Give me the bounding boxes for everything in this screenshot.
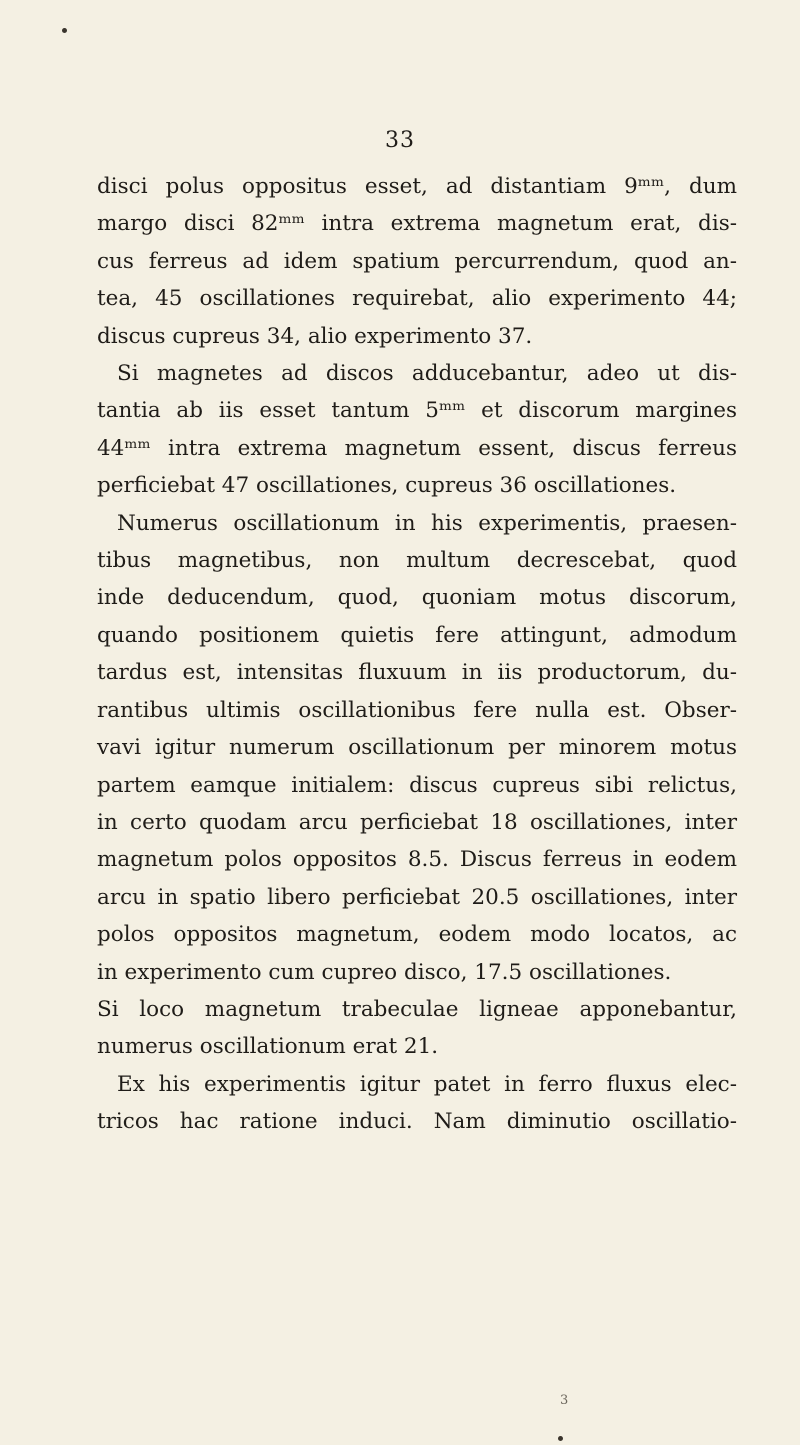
text-line: Si loco magnetum trabeculae ligneae apponebantur, [97, 996, 737, 1022]
text-line: numerus oscillationum erat 21. [97, 1034, 439, 1060]
text-line: 44ᵐᵐ intra extrema magnetum essent, discus ferreus [97, 435, 737, 461]
text-line: polos oppositos magnetum, eodem modo locatos, ac [97, 922, 737, 948]
signature-mark: 3 [560, 1393, 569, 1408]
text-line: tibus magnetibus, non multum decrescebat, quod [97, 548, 737, 574]
text-line: rantibus ultimis oscillationibus fere nulla est. Obser- [97, 697, 737, 723]
text-line: Si magnetes ad discos adducebantur, adeo ut dis- [117, 361, 737, 387]
text-line: inde deducendum, quod, quoniam motus discorum, [97, 585, 737, 611]
ink-spot [558, 1436, 563, 1441]
text-line: quando positionem quietis fere attingunt, admodum [97, 622, 737, 648]
text-line: Numerus oscillationum in his experimentis, praesen- [117, 510, 737, 536]
text-line: Ex his experimentis igitur patet in ferro fluxus elec- [117, 1071, 737, 1097]
text-line: tricos hac ratione induci. Nam diminutio oscillatio- [97, 1109, 737, 1135]
text-line: tardus est, intensitas fluxuum in iis productorum, du- [97, 660, 737, 686]
text-line: cus ferreus ad idem spatium percurrendum, quod an- [97, 248, 737, 274]
text-line: in experimento cum cupreo disco, 17.5 oscillationes. [97, 959, 672, 985]
text-line: tea, 45 oscillationes requirebat, alio experimento 44; [97, 286, 737, 312]
body-text [97, 168, 737, 1141]
page-number: 33 [385, 128, 415, 153]
text-line: disci polus oppositus esset, ad distantiam 9ᵐᵐ, dum [97, 174, 737, 199]
ink-spot [62, 28, 67, 33]
text-line: partem eamque initialem: discus cupreus sibi relictus, [97, 772, 737, 798]
text-line: discus cupreus 34, alio experimento 37. [97, 323, 533, 349]
text-line: margo disci 82ᵐᵐ intra extrema magnetum erat, dis- [97, 211, 737, 237]
text-line: magnetum polos oppositos 8.5. Discus ferreus in eodem [97, 847, 737, 873]
text-line: vavi igitur numerum oscillationum per minorem motus [97, 735, 737, 761]
text-line: in certo quodam arcu perficiebat 18 oscillationes, inter [97, 809, 737, 835]
text-line: arcu in spatio libero perficiebat 20.5 oscillationes, inter [97, 884, 737, 910]
text-line: perficiebat 47 oscillationes, cupreus 36 oscillationes. [97, 473, 677, 499]
text-line: tantia ab iis esset tantum 5ᵐᵐ et discorum margines [97, 398, 737, 424]
